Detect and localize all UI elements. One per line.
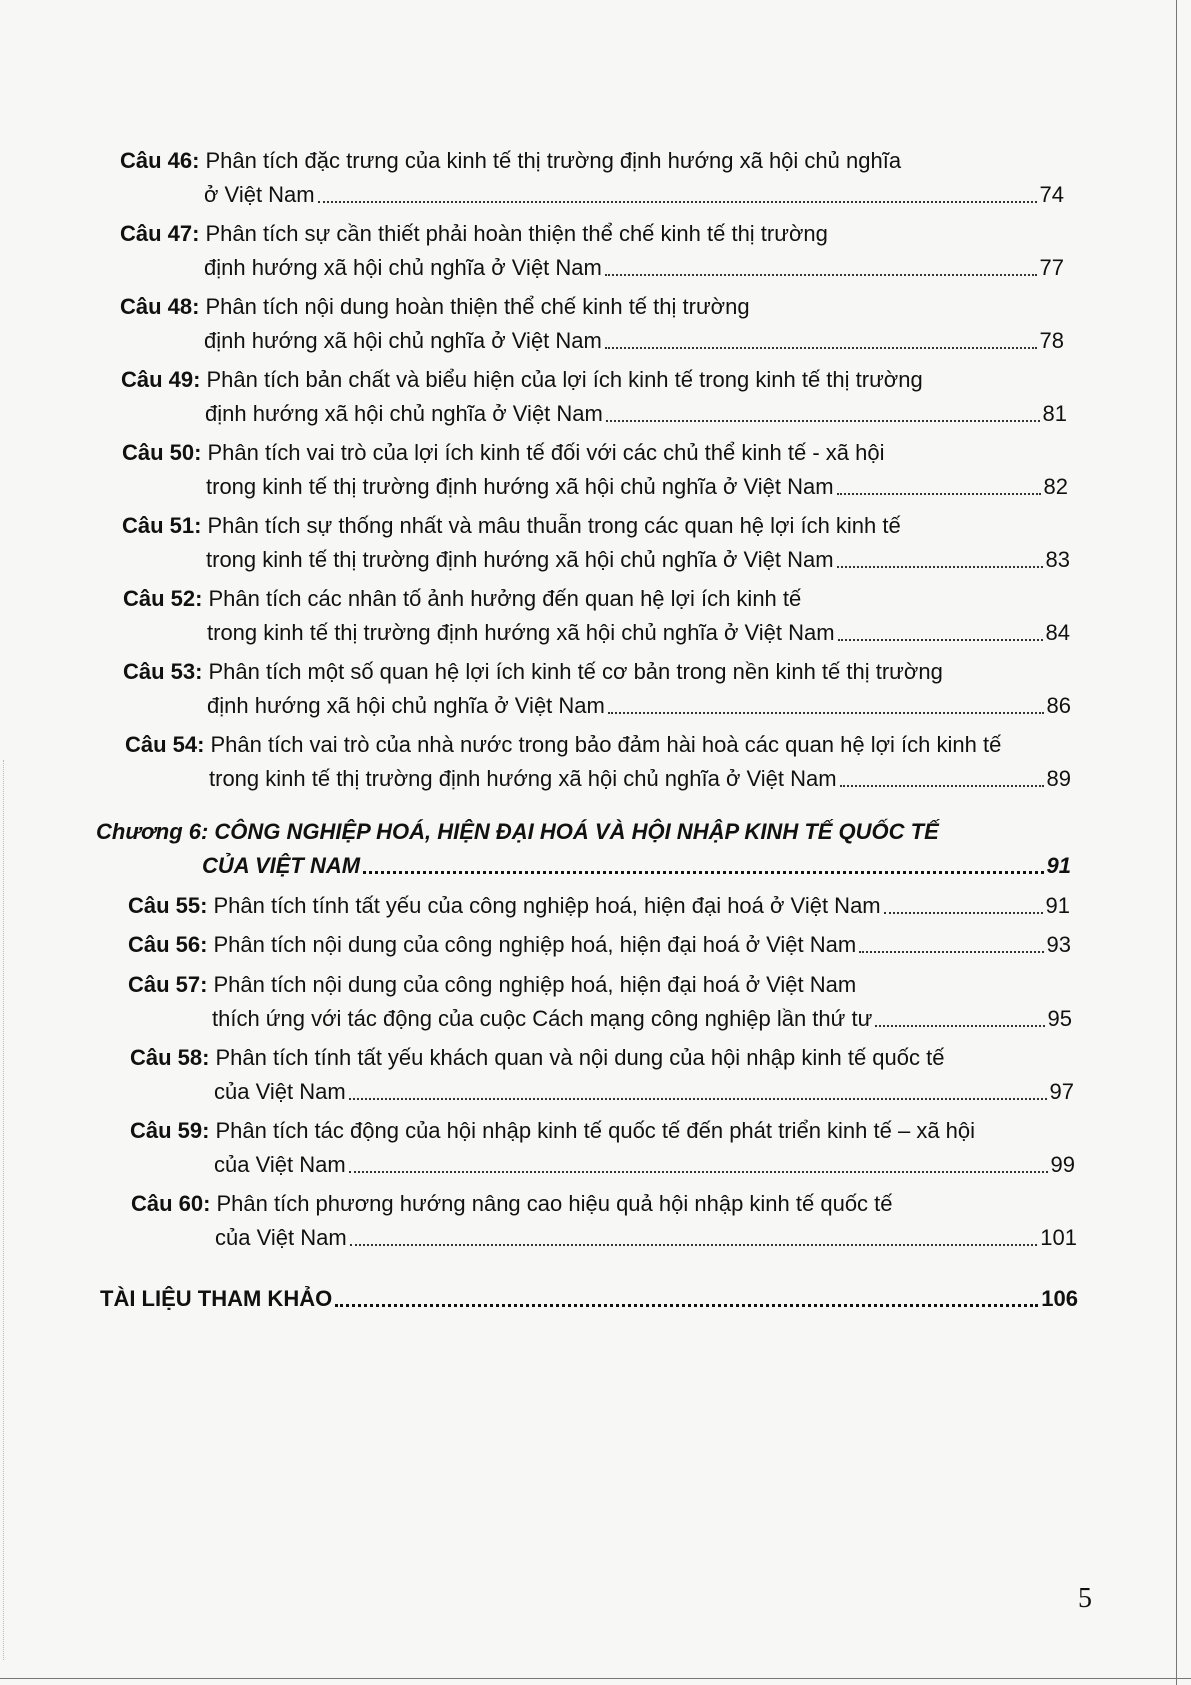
- entry-page: 95: [1047, 1006, 1072, 1031]
- entry-page: 101: [1040, 1225, 1077, 1250]
- entry-title: Phân tích nội dung hoàn thiện thể chế kinh tế thị trường: [205, 294, 750, 319]
- entry-page: 91: [1045, 893, 1070, 918]
- dot-leader: [875, 1025, 1044, 1027]
- toc-entry-58: [130, 1041, 1074, 1109]
- chapter-page: 91: [1046, 853, 1071, 878]
- entry-title-cont: trong kinh tế thị trường định hướng xã hội chủ nghĩa ở Việt Nam: [206, 547, 834, 572]
- page-number: 5: [1078, 1583, 1092, 1614]
- dot-leader: [838, 639, 1043, 641]
- entry-title: Phân tích bản chất và biểu hiện của lợi ích kinh tế trong kinh tế thị trường: [206, 367, 923, 392]
- entry-title: Phân tích phương hướng nâng cao hiệu quả hội nhập kinh tế quốc tế: [216, 1191, 893, 1216]
- toc-entry-60: [131, 1187, 1077, 1255]
- entry-label: Câu 54:: [125, 732, 205, 757]
- entry-label: Câu 55:: [128, 893, 208, 918]
- chapter-label: Chương 6:: [96, 819, 209, 844]
- entry-page: 83: [1045, 547, 1070, 572]
- dot-leader: [859, 951, 1043, 953]
- dot-leader: [884, 912, 1043, 914]
- entry-title: Phân tích vai trò của lợi ích kinh tế đối với các chủ thể kinh tế - xã hội: [207, 440, 885, 465]
- references-page: 106: [1041, 1286, 1078, 1311]
- entry-label: Câu 52:: [123, 586, 203, 611]
- dot-leader: [837, 493, 1041, 495]
- entry-label: Câu 47:: [120, 221, 200, 246]
- dot-leader: [349, 1171, 1048, 1173]
- dot-leader: [606, 420, 1040, 422]
- entry-title-cont: của Việt Nam: [214, 1079, 346, 1104]
- entry-page: 89: [1046, 766, 1071, 791]
- entry-label: Câu 48:: [120, 294, 200, 319]
- entry-title: Phân tích các nhân tố ảnh hưởng đến quan hệ lợi ích kinh tế: [208, 586, 802, 611]
- entry-page: 82: [1043, 474, 1068, 499]
- toc-entry-50: [122, 436, 1068, 504]
- dot-leader: [350, 1244, 1038, 1246]
- entry-page: 99: [1050, 1152, 1075, 1177]
- entry-title: Phân tích tác động của hội nhập kinh tế quốc tế đến phát triển kinh tế – xã hội: [215, 1118, 976, 1143]
- entry-label: Câu 58:: [130, 1045, 210, 1070]
- entry-label: Câu 59:: [130, 1118, 210, 1143]
- toc-references: [100, 1282, 1078, 1316]
- toc-entry-51: [122, 509, 1070, 577]
- entry-title: Phân tích một số quan hệ lợi ích kinh tế cơ bản trong nền kinh tế thị trường: [208, 659, 943, 684]
- entry-label: Câu 46:: [120, 148, 200, 173]
- entry-page: 77: [1039, 255, 1064, 280]
- toc-entry-52: [123, 582, 1070, 650]
- dot-leader: [837, 566, 1043, 568]
- entry-title: Phân tích nội dung của công nghiệp hoá, hiện đại hoá ở Việt Nam: [213, 972, 857, 997]
- entry-title-cont: trong kinh tế thị trường định hướng xã hội chủ nghĩa ở Việt Nam: [207, 620, 835, 645]
- dot-leader: [608, 712, 1044, 714]
- dot-leader: [335, 1304, 1038, 1307]
- dot-leader: [605, 347, 1037, 349]
- toc-entry-54: [125, 728, 1071, 796]
- entry-title-cont: thích ứng với tác động của cuộc Cách mạng công nghiệp lần thứ tư: [212, 1006, 873, 1031]
- references-title: TÀI LIỆU THAM KHẢO: [100, 1286, 333, 1311]
- entry-title-cont: trong kinh tế thị trường định hướng xã hội chủ nghĩa ở Việt Nam: [206, 474, 834, 499]
- entry-page: 86: [1046, 693, 1071, 718]
- entry-title: Phân tích vai trò của nhà nước trong bảo đảm hài hoà các quan hệ lợi ích kinh tế: [210, 732, 1002, 757]
- dot-leader: [363, 871, 1043, 874]
- entry-title-cont: định hướng xã hội chủ nghĩa ở Việt Nam: [204, 328, 602, 353]
- toc-entry-55: [128, 889, 1070, 923]
- entry-title-cont: định hướng xã hội chủ nghĩa ở Việt Nam: [205, 401, 603, 426]
- page-edge-left: [3, 760, 4, 1660]
- entry-page: 93: [1046, 932, 1071, 957]
- toc-entry-47: [120, 217, 1064, 285]
- toc-entry-56: [128, 928, 1071, 962]
- entry-title: Phân tích sự cần thiết phải hoàn thiện thể chế kinh tế thị trường: [205, 221, 828, 246]
- toc-entry-53: [123, 655, 1071, 723]
- entry-title: Phân tích tính tất yếu khách quan và nội dung của hội nhập kinh tế quốc tế: [215, 1045, 945, 1070]
- entry-title: Phân tích sự thống nhất và mâu thuẫn trong các quan hệ lợi ích kinh tế: [207, 513, 901, 538]
- toc-entry-49: [121, 363, 1067, 431]
- entry-title: Phân tích tính tất yếu của công nghiệp hoá, hiện đại hoá ở Việt Nam: [213, 893, 881, 918]
- toc-entry-59: [130, 1114, 1075, 1182]
- entry-title-cont: trong kinh tế thị trường định hướng xã hội chủ nghĩa ở Việt Nam: [209, 766, 837, 791]
- page-edge-right: [1176, 0, 1177, 1685]
- entry-label: Câu 60:: [131, 1191, 211, 1216]
- entry-title-cont: định hướng xã hội chủ nghĩa ở Việt Nam: [207, 693, 605, 718]
- dot-leader: [840, 785, 1044, 787]
- entry-title-cont: ở Việt Nam: [204, 182, 315, 207]
- entry-title-cont: của Việt Nam: [215, 1225, 347, 1250]
- entry-label: Câu 53:: [123, 659, 203, 684]
- chapter-title: CÔNG NGHIỆP HOÁ, HIỆN ĐẠI HOÁ VÀ HỘI NHẬP KINH TẾ QUỐC TẾ: [214, 819, 939, 844]
- toc-entry-57: [128, 968, 1072, 1036]
- entry-label: Câu 51:: [122, 513, 202, 538]
- entry-label: Câu 49:: [121, 367, 201, 392]
- entry-page: 74: [1039, 182, 1064, 207]
- entry-page: 81: [1042, 401, 1067, 426]
- toc-entry-46: [120, 144, 1064, 212]
- dot-leader: [605, 274, 1037, 276]
- entry-page: 78: [1039, 328, 1064, 353]
- entry-page: 97: [1049, 1079, 1074, 1104]
- entry-title-cont: định hướng xã hội chủ nghĩa ở Việt Nam: [204, 255, 602, 280]
- entry-title: Phân tích nội dung của công nghiệp hoá, hiện đại hoá ở Việt Nam: [213, 932, 857, 957]
- entry-title-cont: của Việt Nam: [214, 1152, 346, 1177]
- toc-chapter-6: [96, 815, 1071, 883]
- entry-title: Phân tích đặc trưng của kinh tế thị trường định hướng xã hội chủ nghĩa: [205, 148, 902, 173]
- entry-label: Câu 57:: [128, 972, 208, 997]
- page-edge-bottom: [0, 1678, 1191, 1679]
- dot-leader: [318, 201, 1037, 203]
- dot-leader: [349, 1098, 1047, 1100]
- toc-entry-48: [120, 290, 1064, 358]
- entry-label: Câu 50:: [122, 440, 202, 465]
- entry-label: Câu 56:: [128, 932, 208, 957]
- entry-page: 84: [1045, 620, 1070, 645]
- chapter-title-cont: CỦA VIỆT NAM: [202, 853, 361, 878]
